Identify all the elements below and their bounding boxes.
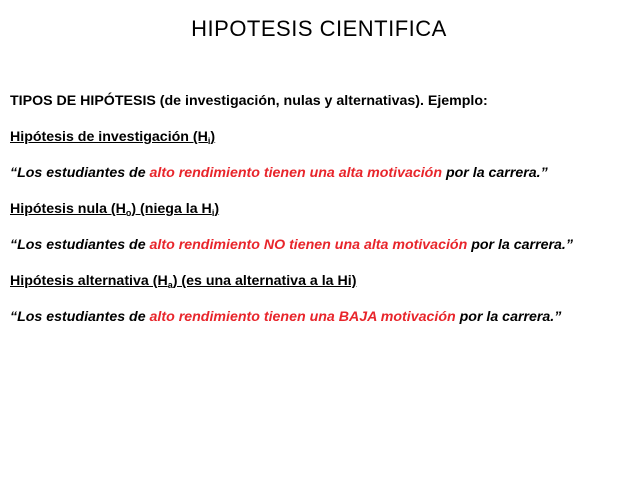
highlight-text: alto rendimiento NO tienen una alta motivación — [149, 237, 468, 253]
highlight-text: alto rendimiento tienen una BAJA motivación — [149, 309, 456, 325]
quote-nula: “Los estudiantes de alto rendimiento NO tienen una alta motivación por la carrera.” — [10, 237, 573, 253]
intro-text: TIPOS DE HIPÓTESIS (de investigación, nulas y alternativas). Ejemplo: — [10, 93, 488, 109]
heading-investigacion: Hipótesis de investigación $(H_i)$ — [10, 129, 216, 146]
heading-alternativa: Hipótesis alternativa $(H_a)$ (es una alternativa a la Hi) — [10, 273, 357, 290]
slide-body — [10, 92, 630, 326]
slide-title: HIPOTESIS CIENTIFICA — [191, 16, 447, 41]
quote-investigacion: “Los estudiantes de alto rendimiento tienen una alta motivación por la carrera.” — [10, 165, 548, 181]
highlight-text: alto rendimiento tienen una alta motivación — [149, 165, 443, 181]
heading-nula: Hipótesis nula $(H_o)$ (niega la $H_i$) — [10, 201, 220, 218]
quote-alternativa: “Los estudiantes de alto rendimiento tienen una BAJA motivación por la carrera.” — [10, 309, 562, 325]
